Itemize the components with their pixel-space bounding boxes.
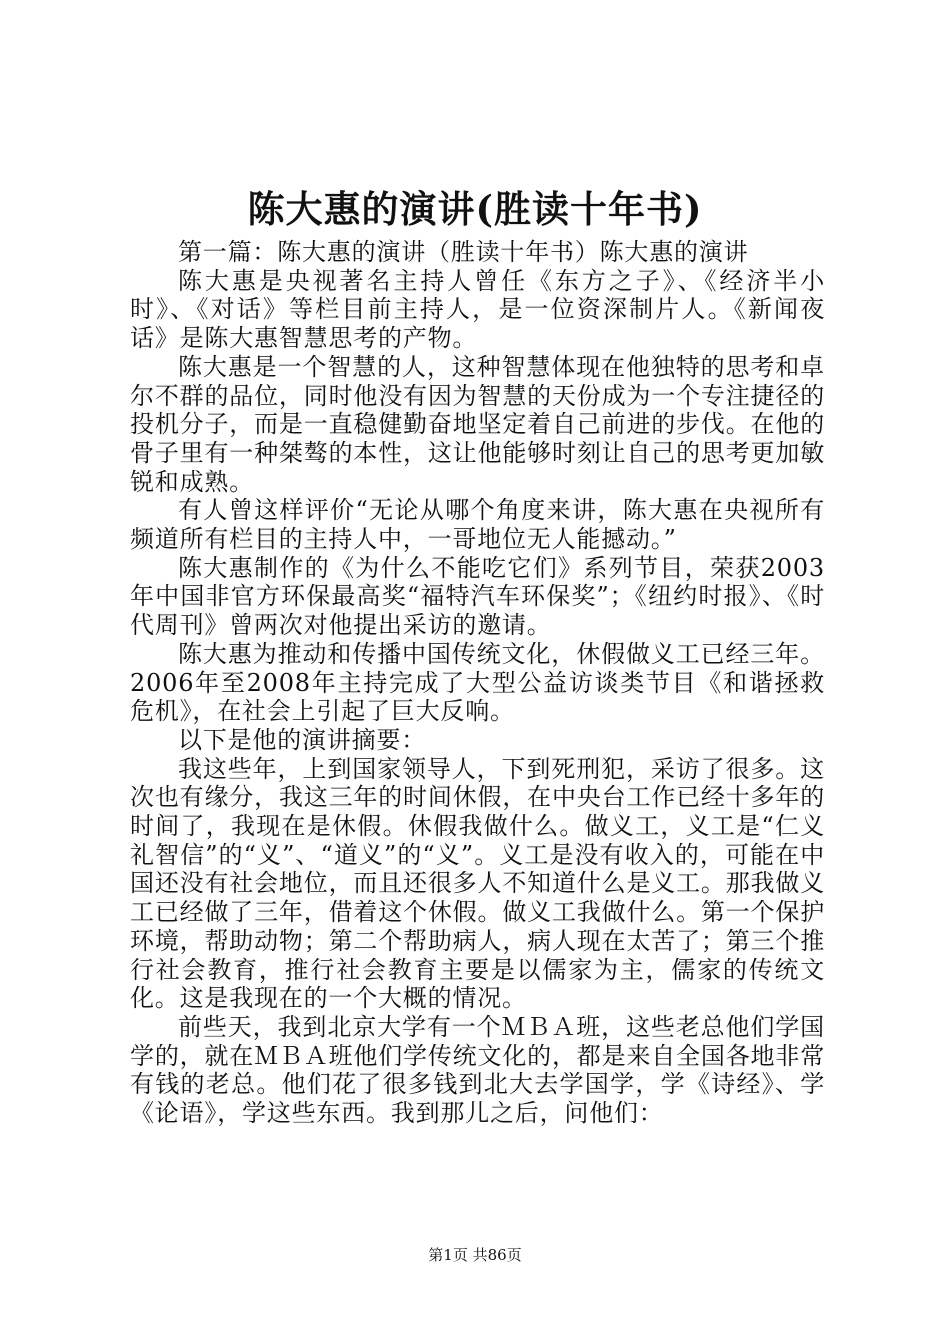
paragraph: 我这些年，上到国家领导人，下到死刑犯，采访了很多。这次也有缘分，我这三年的时间休假，在中央台工作已经十多年的时间了，我现在是休假。休假我做什么。做义工，义工是“仁义礼智信”的“义”、“道义”的“义”。义工是没有收入的，可能在中国还没有社会地位，而且还很多人不知道什么是义工。那我做义工已经做了三年，借着这个休假。做义工我做什么。第一个保护环境，帮助动物；第二个帮助病人，病人现在太苦了；第三个推行社会教育，推行社会教育主要是以儒家为主，儒家的传统文化。这是我现在的一个大概的情况。 <box>130 754 825 1013</box>
paragraph: 陈大惠为推动和传播中国传统文化，休假做义工已经三年。2006年至2008年主持完成了大型公益访谈类节目《和谐拯救危机》，在社会上引起了巨大反响。 <box>130 639 825 726</box>
paragraph: 第一篇：陈大惠的演讲（胜读十年书）陈大惠的演讲 <box>178 238 749 266</box>
paragraph: 以下是他的演讲摘要： <box>178 725 426 754</box>
paragraph: 陈大惠制作的《为什么不能吃它们》系列节目，荣获2003年中国非官方环保最高奖“福特汽车环保奖”；《纽约时报》、《时代周刊》曾两次对他提出采访的邀请。 <box>130 553 825 640</box>
document-body <box>130 238 825 1128</box>
paragraph: 陈大惠是一个智慧的人，这种智慧体现在他独特的思考和卓尔不群的品位，同时他没有因为智慧的天份成为一个专注捷径的投机分子，而是一直稳健勤奋地坚定着自己前进的步伐。在他的骨子里有一种桀骜的本性，这让他能够时刻让自己的思考更加敏锐和成熟。 <box>130 352 825 496</box>
page-footer: 第1页 共86页 <box>428 1246 522 1264</box>
paragraph: 有人曾这样评价“无论从哪个角度来讲，陈大惠在央视所有频道所有栏目的主持人中，一哥地位无人能撼动。” <box>130 496 825 554</box>
document-title: 陈大惠的演讲(胜读十年书) <box>247 187 703 231</box>
paragraph: 陈大惠是央视著名主持人曾任《东方之子》、《经济半小时》、《对话》等栏目前主持人，是一位资深制片人。《新闻夜话》是陈大惠智慧思考的产物。 <box>130 266 825 353</box>
paragraph: 前些天，我到北京大学有一个ＭＢＡ班，这些老总他们学国学的，就在ＭＢＡ班他们学传统文化的，都是来自全国各地非常有钱的老总。他们花了很多钱到北大去学国学，学《诗经》、学《论语》，学这些东西。我到那儿之后，问他们： <box>130 1012 825 1128</box>
